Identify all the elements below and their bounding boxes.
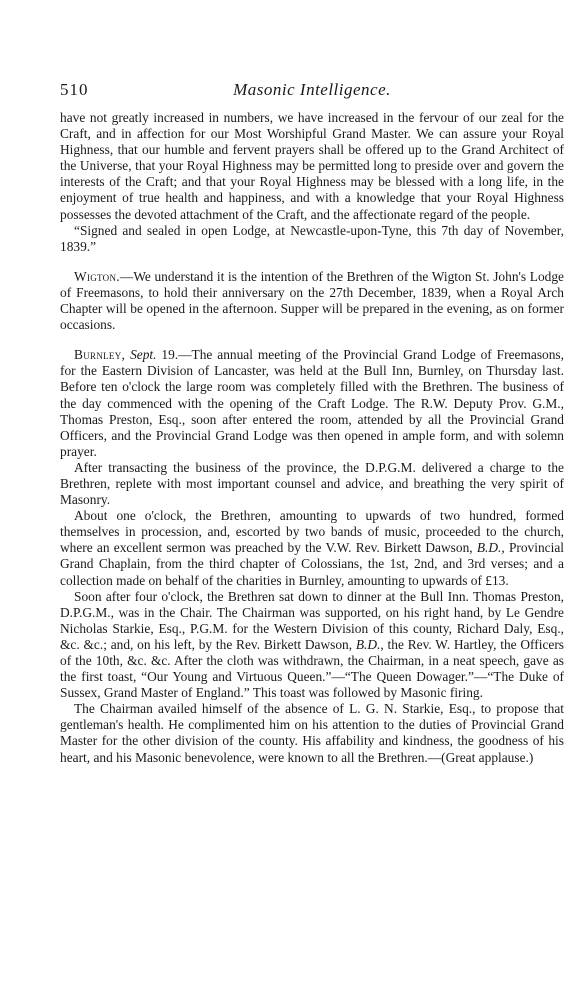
paragraph-address-continuation: have not greatly increased in numbers, we have increased in the fervour of our zeal for the Craft, and in affection for our Most Worshipful Grand Master. We can assure your Royal Highness, that our humble and fervent prayers shall be offered up to the Grand Architect of the Universe, that your Royal Highness may be permitted long to preside over and govern the interests of the Craft; and that your Royal Highness may be blessed with a long life, in the enjoyment of true health and happiness, and with a knowledge that your Royal Highness possesses the devoted attachment of the Craft, and the affectionate regard of the people.: [60, 110, 564, 222]
dinner-text-a: Soon after four o'clock, the Brethren sat down to dinner at the Bull Inn. Thomas Preston, D.P.G.M., was in the Chair. The Chairman was supported, on his right hand, by Le Gendre Nicholas Starkie, Esq., P.G.M. for the Western Division of this county, Richard Daly, Esq., &c. &c.; and, on his left, by the Rev. Birkett Dawson,: [60, 588, 564, 652]
running-header: [60, 80, 564, 102]
paragraph-starkie-toast: The Chairman availed himself of the absence of L. G. N. Starkie, Esq., to propose that gentleman's health. He complimented him on his attention to the duties of Provincial Grand Master for the other division of the county. His affability and kindness, the goodness of his heart, and his Masonic benevolence, were known to all the Brethren.—(Great applause.): [60, 701, 564, 765]
procession-text-b: , Provincial Grand Chaplain, from the third chapter of Colossians, the 1st, 2nd, and 3rd verses; and a collection made on behalf of the charities in Burnley, amounting to upwards of £13.: [60, 540, 564, 588]
burnley-date-month: Sept.: [130, 347, 157, 363]
paragraph-burnley: [60, 347, 564, 460]
burnley-text: 19.—The annual meeting of the Provincial Grand Lodge of Freemasons, for the Eastern Division of Lancaster, was held at the Bull Inn, Burnley, on Thursday last. Before ten o'clock the large room was completely filled with the Brethren. The business of the day commenced with the opening of the Craft Lodge. The R.W. Deputy Prov. G.M., Thomas Preston, Esq., soon after entered the room, attended by all the Provincial Grand Officers, and the Provincial Grand Lodge was then opened in ample form, and with solemn prayer.: [60, 347, 564, 459]
procession-text-a: About one o'clock, the Brethren, amounting to upwards of two hundred, formed themselves in procession, and, escorted by two bands of music, proceeded to the church, where an excellent sermon was preached by the V.W. Rev. Birkett Dawson,: [60, 508, 564, 556]
procession-degree: B.D.: [476, 540, 502, 556]
page-number: 510: [60, 80, 89, 99]
paragraph-wigton: [60, 269, 564, 333]
dinner-degree: B.D.: [355, 636, 381, 652]
paragraph-dinner: [60, 589, 564, 702]
place-name-burnley: Burnley,: [74, 347, 126, 363]
paragraph-procession: [60, 508, 564, 588]
document-page: [60, 80, 564, 766]
paragraph-signed-sealed: “Signed and sealed in open Lodge, at Newcastle-upon-Tyne, this 7th day of November, 1839.”: [60, 222, 564, 254]
dinner-text-b: , the Rev. W. Hartley, the Officers of the 10th, &c. &c. After the cloth was withdrawn, the Chairman, in a neat speech, gave as the first toast, “Our Young and Virtuous Queen.”—“The Queen Dowager.”—“The Duke of Sussex, Grand Master of England.” This toast was followed by Masonic firing.: [60, 636, 565, 701]
paragraph-business-charge: After transacting the business of the province, the D.P.G.M. delivered a charge to the Brethren, replete with most important counsel and advice, and breathing the very spirit of Masonry.: [60, 459, 564, 508]
wigton-text: —We understand it is the intention of the Brethren of the Wigton St. John's Lodge of Freemasons, to hold their anniversary on the 27th December, 1839, when a Royal Arch Chapter will be opened in the afternoon. Supper will be prepared in the evening, as on former occasions.: [60, 268, 564, 333]
place-name-wigton: Wigton.: [74, 268, 120, 284]
running-title: Masonic Intelligence.: [233, 80, 391, 99]
article-body: [60, 110, 564, 766]
